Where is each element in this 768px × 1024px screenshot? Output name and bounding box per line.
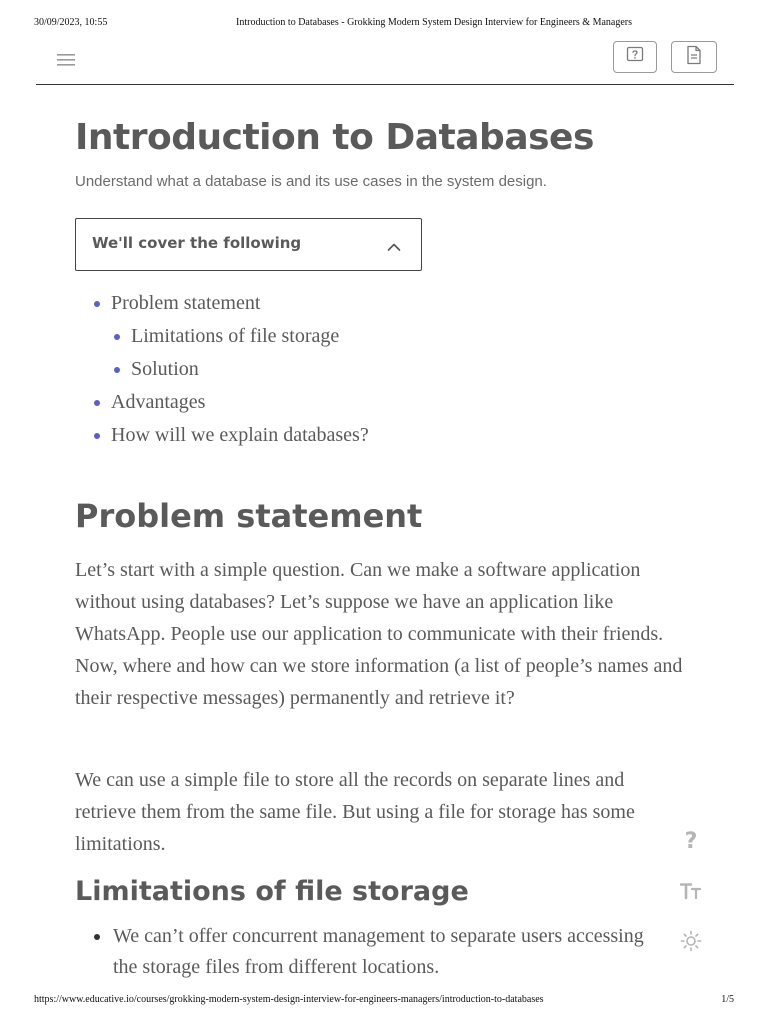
toc-link-advantages[interactable]: Advantages bbox=[111, 391, 206, 413]
text-size-icon bbox=[680, 882, 702, 905]
page-subtitle: Understand what a database is and its use cases in the system design. bbox=[75, 173, 547, 190]
toc-subitem bbox=[113, 353, 369, 386]
toc-heading: We'll cover the following bbox=[92, 234, 302, 252]
chevron-up-icon bbox=[387, 239, 401, 249]
section-heading-limitations-of-file-storage: Limitations of file storage bbox=[75, 876, 469, 907]
toc-toggle[interactable] bbox=[75, 218, 422, 271]
print-page-number: 1/5 bbox=[721, 994, 734, 1005]
list-item: We can’t offer concurrent management to separate users accessing the storage files from different locations. bbox=[93, 921, 653, 983]
print-datetime: 30/09/2023, 10:55 bbox=[34, 17, 108, 28]
toc-link-problem-statement[interactable]: Problem statement bbox=[111, 292, 261, 314]
section-heading-problem-statement: Problem statement bbox=[75, 497, 423, 535]
toc-item bbox=[93, 386, 369, 419]
notes-button[interactable] bbox=[671, 41, 717, 73]
toc-list bbox=[93, 287, 369, 452]
paragraph: Let’s start with a simple question. Can we make a software application without using databases? Let’s suppose we have an application like WhatsApp. People use our application to communicate with their friends. Now, where and how can we store information (a list of people’s names and their respective messages) permanently and retrieve it? bbox=[75, 559, 683, 709]
toc-item bbox=[93, 287, 369, 386]
document-icon bbox=[685, 45, 703, 70]
question-box-icon bbox=[626, 46, 644, 69]
toc-subitem bbox=[113, 320, 369, 353]
help-tool-button[interactable] bbox=[678, 828, 704, 854]
page-title: Introduction to Databases bbox=[75, 117, 594, 158]
print-document-title: Introduction to Databases - Grokking Modern System Design Interview for Engineers & Managers bbox=[236, 17, 633, 28]
paragraph: We can use a simple file to store all the records on separate lines and retrieve them from the same file. But using a file for storage has some limitations. bbox=[75, 769, 635, 855]
question-mark-icon: ? bbox=[684, 828, 698, 854]
toc-link-solution[interactable]: Solution bbox=[131, 358, 199, 380]
text-size-button[interactable] bbox=[678, 880, 704, 906]
toc-link-how-will-we-explain-databases[interactable]: How will we explain databases? bbox=[111, 424, 369, 446]
hamburger-menu-icon[interactable] bbox=[56, 52, 76, 68]
top-bar bbox=[36, 38, 734, 85]
ask-question-button[interactable] bbox=[613, 41, 657, 73]
theme-toggle-button[interactable] bbox=[678, 930, 704, 956]
toc-sublist bbox=[113, 320, 369, 386]
print-url: https://www.educative.io/courses/grokking-modern-system-design-interview-for-engineers-managers/introduction-to-databases bbox=[34, 994, 544, 1005]
toc-item bbox=[93, 419, 369, 452]
toc-link-limitations-of-file-storage[interactable]: Limitations of file storage bbox=[131, 325, 340, 347]
limitations-list bbox=[93, 921, 653, 983]
sun-icon bbox=[680, 930, 702, 957]
